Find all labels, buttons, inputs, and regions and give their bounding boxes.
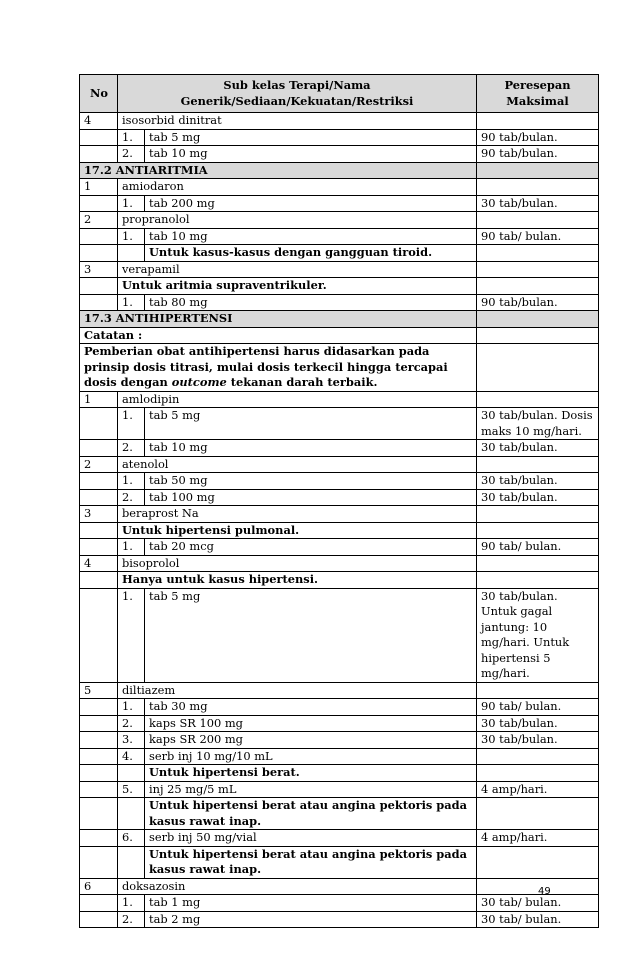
drug-number: 1 [80, 391, 118, 408]
preparation-restriction-row [80, 798, 599, 830]
drug-row [80, 261, 599, 278]
preparation-restriction-no-empty [80, 846, 118, 878]
preparation-index: 2. [118, 146, 145, 163]
preparation-description: kaps SR 100 mg [145, 715, 477, 732]
preparation-index: 1. [118, 129, 145, 146]
preparation-description: tab 5 mg [145, 129, 477, 146]
restriction-max-empty [477, 278, 599, 295]
preparation-index: 1. [118, 539, 145, 556]
restriction-row [80, 278, 599, 295]
preparation-restriction-text: Untuk hipertensi berat atau angina pektoris pada kasus rawat inap. [145, 798, 477, 830]
preparation-restriction-row [80, 245, 599, 262]
section-title: 17.3 ANTIHIPERTENSI [80, 311, 477, 328]
preparation-no-empty [80, 895, 118, 912]
preparation-max: 90 tab/bulan. [477, 294, 599, 311]
drug-max-empty [477, 212, 599, 229]
preparation-max: 30 tab/bulan. [477, 715, 599, 732]
preparation-index: 6. [118, 830, 145, 847]
preparation-max: 30 tab/bulan. Dosis maks 10 mg/hari. [477, 408, 599, 440]
preparation-description: serb inj 50 mg/vial [145, 830, 477, 847]
preparation-index: 1. [118, 294, 145, 311]
drug-max-empty [477, 113, 599, 130]
preparation-description: tab 50 mg [145, 473, 477, 490]
preparation-restriction-no-empty [80, 798, 118, 830]
restriction-text: Untuk aritmia supraventrikuler. [118, 278, 477, 295]
catatan-text: Pemberian obat antihipertensi harus didasarkan pada prinsip dosis titrasi, mulai dosis terkecil hingga tercapai dosis dengan outcome tekanan darah terbaik. [80, 344, 477, 392]
restriction-text: Hanya untuk kasus hipertensi. [118, 572, 477, 589]
drug-name: propranolol [118, 212, 477, 229]
preparation-max [477, 748, 599, 765]
section-max-empty [477, 311, 599, 328]
preparation-no-empty [80, 195, 118, 212]
drug-name: bisoprolol [118, 555, 477, 572]
preparation-restriction-row [80, 846, 599, 878]
preparation-max: 90 tab/ bulan. [477, 699, 599, 716]
formulary-table [79, 74, 599, 928]
preparation-max: 30 tab/ bulan. [477, 895, 599, 912]
preparation-row [80, 228, 599, 245]
preparation-no-empty [80, 489, 118, 506]
preparation-restriction-idx-empty [118, 846, 145, 878]
preparation-index: 4. [118, 748, 145, 765]
preparation-row [80, 146, 599, 163]
preparation-row [80, 911, 599, 928]
preparation-max: 30 tab/bulan. [477, 732, 599, 749]
table-body [80, 113, 599, 928]
catatan-text: Catatan : [80, 327, 477, 344]
preparation-index: 1. [118, 588, 145, 682]
drug-max-empty [477, 506, 599, 523]
drug-row [80, 113, 599, 130]
preparation-index: 1. [118, 895, 145, 912]
restriction-no-empty [80, 572, 118, 589]
preparation-description: tab 80 mg [145, 294, 477, 311]
drug-row [80, 878, 599, 895]
drug-name: amlodipin [118, 391, 477, 408]
restriction-no-empty [80, 522, 118, 539]
catatan-max-empty [477, 344, 599, 392]
preparation-restriction-text: Untuk hipertensi berat atau angina pektoris pada kasus rawat inap. [145, 846, 477, 878]
preparation-max: 90 tab/bulan. [477, 129, 599, 146]
drug-row [80, 179, 599, 196]
section-title: 17.2 ANTIARITMIA [80, 162, 477, 179]
drug-name: beraprost Na [118, 506, 477, 523]
drug-max-empty [477, 391, 599, 408]
preparation-restriction-idx-empty [118, 798, 145, 830]
preparation-description: tab 1 mg [145, 895, 477, 912]
preparation-max: 30 tab/bulan. [477, 489, 599, 506]
preparation-no-empty [80, 699, 118, 716]
preparation-no-empty [80, 830, 118, 847]
header-max-line1: Peresepan [504, 78, 571, 92]
drug-max-empty [477, 555, 599, 572]
preparation-no-empty [80, 440, 118, 457]
preparation-description: tab 2 mg [145, 911, 477, 928]
preparation-index: 1. [118, 195, 145, 212]
preparation-row [80, 539, 599, 556]
drug-row [80, 682, 599, 699]
preparation-description: tab 10 mg [145, 228, 477, 245]
restriction-row [80, 522, 599, 539]
header-no: No [80, 75, 118, 113]
preparation-no-empty [80, 748, 118, 765]
preparation-max: 90 tab/bulan. [477, 146, 599, 163]
restriction-max-empty [477, 572, 599, 589]
preparation-max: 30 tab/bulan. [477, 473, 599, 490]
preparation-restriction-text: Untuk kasus-kasus dengan gangguan tiroid. [145, 245, 477, 262]
drug-max-empty [477, 179, 599, 196]
preparation-description: tab 5 mg [145, 408, 477, 440]
drug-max-empty [477, 682, 599, 699]
preparation-index: 3. [118, 732, 145, 749]
preparation-restriction-max-empty [477, 846, 599, 878]
preparation-no-empty [80, 294, 118, 311]
preparation-description: tab 200 mg [145, 195, 477, 212]
drug-name: diltiazem [118, 682, 477, 699]
drug-name: verapamil [118, 261, 477, 278]
preparation-no-empty [80, 129, 118, 146]
preparation-row [80, 129, 599, 146]
preparation-row [80, 588, 599, 682]
preparation-max: 30 tab/bulan. [477, 440, 599, 457]
preparation-index: 1. [118, 408, 145, 440]
preparation-no-empty [80, 781, 118, 798]
preparation-restriction-no-empty [80, 765, 118, 782]
preparation-description: tab 10 mg [145, 440, 477, 457]
preparation-no-empty [80, 911, 118, 928]
preparation-row [80, 781, 599, 798]
preparation-description: tab 20 mcg [145, 539, 477, 556]
drug-max-empty [477, 261, 599, 278]
preparation-restriction-no-empty [80, 245, 118, 262]
note-row [80, 344, 599, 392]
drug-name: amiodaron [118, 179, 477, 196]
drug-row [80, 391, 599, 408]
note-row [80, 327, 599, 344]
header-max-prescription [477, 75, 599, 113]
header-subclass-line1: Sub kelas Terapi/Nama [223, 78, 371, 92]
restriction-max-empty [477, 522, 599, 539]
preparation-row [80, 699, 599, 716]
drug-row [80, 456, 599, 473]
preparation-no-empty [80, 588, 118, 682]
drug-name: atenolol [118, 456, 477, 473]
preparation-index: 2. [118, 440, 145, 457]
preparation-description: tab 30 mg [145, 699, 477, 716]
preparation-description: inj 25 mg/5 mL [145, 781, 477, 798]
preparation-row [80, 715, 599, 732]
preparation-restriction-idx-empty [118, 245, 145, 262]
preparation-index: 1. [118, 473, 145, 490]
drug-number: 2 [80, 212, 118, 229]
preparation-row [80, 440, 599, 457]
preparation-restriction-idx-empty [118, 765, 145, 782]
drug-number: 3 [80, 261, 118, 278]
preparation-row [80, 473, 599, 490]
preparation-no-empty [80, 732, 118, 749]
preparation-no-empty [80, 228, 118, 245]
preparation-max: 30 tab/ bulan. [477, 911, 599, 928]
preparation-max: 90 tab/ bulan. [477, 539, 599, 556]
preparation-index: 1. [118, 699, 145, 716]
preparation-max: 90 tab/ bulan. [477, 228, 599, 245]
table-header-row [80, 75, 599, 113]
drug-row [80, 506, 599, 523]
preparation-max: 30 tab/bulan. Untuk gagal jantung: 10 mg/hari. Untuk hipertensi 5 mg/hari. [477, 588, 599, 682]
drug-number: 4 [80, 555, 118, 572]
drug-number: 4 [80, 113, 118, 130]
drug-name: doksazosin [118, 878, 477, 895]
preparation-index: 1. [118, 228, 145, 245]
preparation-description: tab 100 mg [145, 489, 477, 506]
header-subclass-line2: Generik/Sediaan/Kekuatan/Restriksi [180, 93, 414, 108]
preparation-index: 2. [118, 715, 145, 732]
section-heading-row [80, 162, 599, 179]
preparation-restriction-max-empty [477, 245, 599, 262]
preparation-description: tab 10 mg [145, 146, 477, 163]
preparation-row [80, 489, 599, 506]
preparation-description: tab 5 mg [145, 588, 477, 682]
preparation-row [80, 748, 599, 765]
drug-number: 1 [80, 179, 118, 196]
preparation-row [80, 195, 599, 212]
preparation-description: serb inj 10 mg/10 mL [145, 748, 477, 765]
section-heading-row [80, 311, 599, 328]
preparation-row [80, 895, 599, 912]
drug-number: 2 [80, 456, 118, 473]
preparation-row [80, 408, 599, 440]
restriction-row [80, 572, 599, 589]
preparation-restriction-text: Untuk hipertensi berat. [145, 765, 477, 782]
drug-name: isosorbid dinitrat [118, 113, 477, 130]
header-subclass [118, 75, 477, 113]
preparation-description: kaps SR 200 mg [145, 732, 477, 749]
restriction-text: Untuk hipertensi pulmonal. [118, 522, 477, 539]
catatan-max-empty [477, 327, 599, 344]
drug-max-empty [477, 456, 599, 473]
preparation-restriction-max-empty [477, 798, 599, 830]
preparation-row [80, 732, 599, 749]
preparation-no-empty [80, 539, 118, 556]
drug-row [80, 212, 599, 229]
preparation-max: 30 tab/bulan. [477, 195, 599, 212]
preparation-row [80, 294, 599, 311]
preparation-index: 5. [118, 781, 145, 798]
drug-number: 5 [80, 682, 118, 699]
preparation-restriction-row [80, 765, 599, 782]
preparation-no-empty [80, 146, 118, 163]
section-max-empty [477, 162, 599, 179]
preparation-max: 4 amp/hari. [477, 830, 599, 847]
drug-number: 3 [80, 506, 118, 523]
preparation-restriction-max-empty [477, 765, 599, 782]
preparation-no-empty [80, 473, 118, 490]
drug-row [80, 555, 599, 572]
preparation-index: 2. [118, 911, 145, 928]
preparation-index: 2. [118, 489, 145, 506]
header-max-line2: Maksimal [506, 93, 569, 108]
preparation-no-empty [80, 408, 118, 440]
drug-number: 6 [80, 878, 118, 895]
preparation-no-empty [80, 715, 118, 732]
restriction-no-empty [80, 278, 118, 295]
page-number: 49 [538, 886, 551, 897]
preparation-max: 4 amp/hari. [477, 781, 599, 798]
preparation-row [80, 830, 599, 847]
